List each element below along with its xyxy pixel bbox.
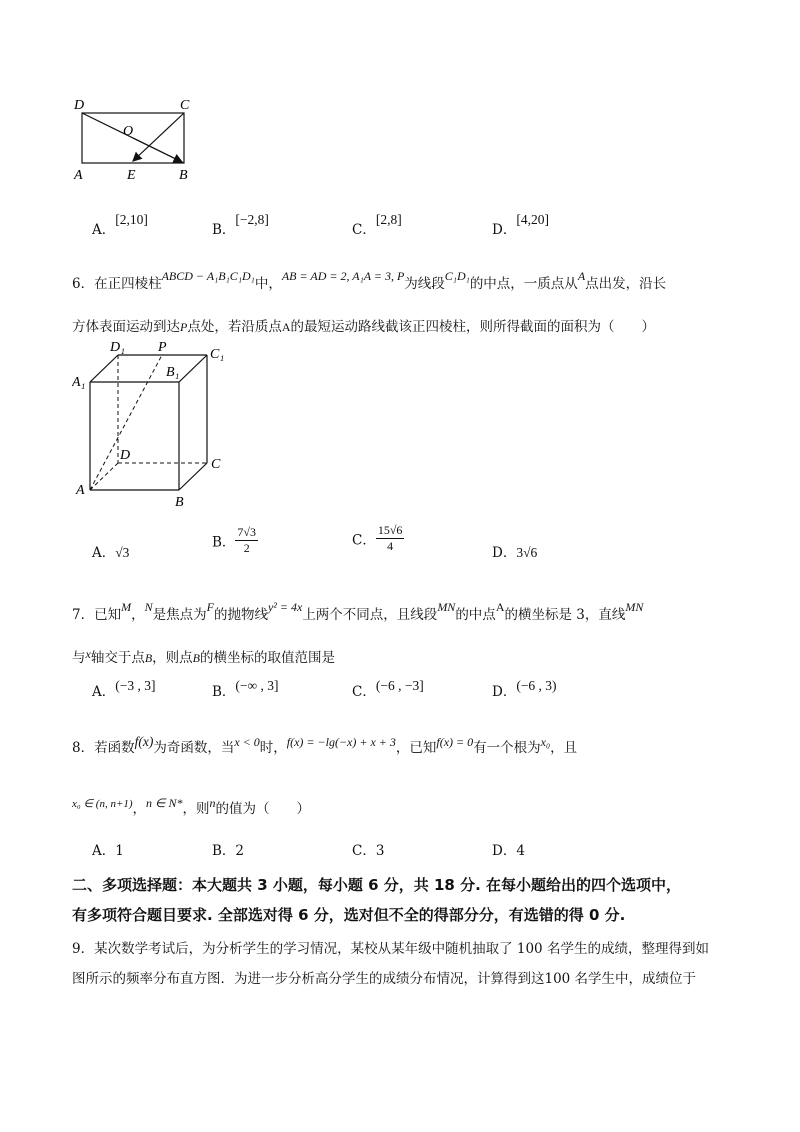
label-a: A	[74, 168, 83, 183]
label-d: D	[74, 98, 85, 113]
vector-ob	[133, 138, 182, 162]
q8-option-d[interactable]: D．4	[492, 843, 525, 859]
q6-option-c[interactable]: C． $\frac{15√6}{4}$	[352, 523, 403, 553]
q8-option-b[interactable]: B．2	[212, 843, 245, 859]
label-b: B	[175, 495, 184, 510]
section2-heading-line2: 有多项符合题目要求. 全部选对得 6 分，选对但不全的得部分分，有选错的得 0 分.	[72, 906, 626, 924]
section2-heading-line1: 二、多项选择题：本大题共 3 小题，每小题 6 分，共 18 分. 在每小题给出的四个选项中，	[72, 876, 682, 894]
label-a1: A₁	[72, 375, 86, 390]
vector-ce	[133, 113, 184, 161]
q5-option-b[interactable]: B．[−2,8]	[212, 212, 269, 238]
label-c: C	[180, 98, 190, 113]
q6-option-d[interactable]: D．3√6	[492, 545, 538, 561]
label-a: A	[76, 483, 85, 498]
q7-option-b[interactable]: B．(−∞ , 3]	[212, 678, 279, 700]
q5-option-c[interactable]: C．[2,8]	[352, 212, 402, 238]
q8-option-c[interactable]: C．3	[352, 843, 385, 859]
q7-option-c[interactable]: C．(−6 , −3]	[352, 678, 424, 700]
q6-line2: 方体表面运动到达P点处，若沿质点A的最短运动路线截该正四棱柱，则所得截面的面积为（ ）	[72, 319, 656, 335]
label-e: E	[127, 168, 136, 183]
prism-figure	[72, 338, 242, 510]
label-p: P	[158, 340, 167, 355]
rectangle-vector-figure	[70, 95, 200, 185]
q5-option-a[interactable]: A．[2,10]	[92, 212, 148, 238]
label-b1: B₁	[166, 365, 180, 380]
q8-line1: 8．若函数f(x)为奇函数，当x < 0时，f(x) = −lg(−x) + x + 3，已知f(x) = 0有一个根为x₀，且	[72, 734, 578, 756]
q6-option-a[interactable]: A．√3	[92, 545, 130, 561]
label-d: D	[120, 448, 131, 463]
q7-line2: 与x轴交于点B，则点B的横坐标的取值范围是	[72, 647, 336, 666]
q8-option-a[interactable]: A．1	[92, 843, 124, 859]
label-b: B	[179, 168, 188, 183]
q7-option-d[interactable]: D．(−6 , 3)	[492, 678, 557, 700]
q9-line2: 图所示的频率分布直方图．为进一步分析高分学生的成绩分布情况，计算得到这100 名学生中，成绩位于	[72, 971, 697, 987]
q7-line1: 7．已知M，N是焦点为F的抛物线y² = 4x上两个不同点，且线段MN的中点A的横坐标是 3，直线MN	[72, 600, 644, 623]
q9-line1: 9．某次数学考试后，为分析学生的学习情况，某校从某年级中随机抽取了 100 名学生的成绩，整理得到如	[72, 941, 709, 957]
label-o: O	[123, 124, 134, 139]
label-d1: D₁	[110, 340, 125, 355]
label-c: C	[211, 457, 221, 472]
q8-line2: $^{x_0 \in (n, n+1)}$，n ∈ N*，则n的值为（ ）	[72, 796, 311, 817]
label-c1: C₁	[210, 347, 225, 362]
q6-line1: 6．在正四棱柱ABCD − A₁B₁C₁D₁中，AB = AD = 2, A₁A = 3, P为线段C₁D₁的中点，一质点从A点出发，沿长	[72, 269, 667, 292]
q7-option-a[interactable]: A．(−3 , 3]	[92, 678, 156, 700]
q5-option-d[interactable]: D．[4,20]	[492, 212, 549, 238]
q6-option-b[interactable]: B． $\frac{7√3}{2}$	[212, 525, 257, 555]
